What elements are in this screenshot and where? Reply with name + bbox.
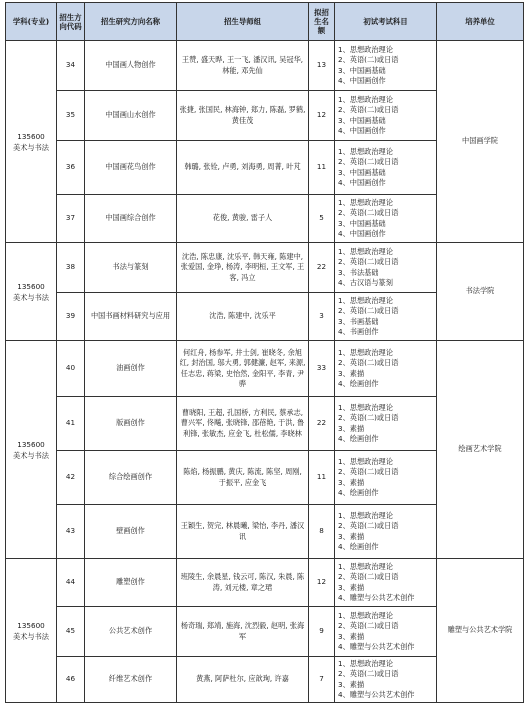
advisors-cell: 王赞, 盛天晔, 王一飞, 潘汉讯, 吴冠华, 林能, 邓先仙 (177, 41, 309, 91)
exam-cell (335, 505, 437, 559)
exam-item: 3、素描 (338, 631, 365, 641)
unit-cell: 雕塑与公共艺术学院 (437, 559, 524, 703)
exam-item: 1、思想政治理论 (338, 511, 393, 521)
direction-cell: 壁画创作 (85, 505, 177, 559)
exam-item: 3、中国画基础 (338, 167, 386, 177)
exam-item: 2、英语(二)或日语 (338, 572, 399, 582)
exam-cell (335, 41, 437, 91)
quota-cell: 22 (309, 243, 335, 293)
exam-item: 3、素描 (338, 531, 365, 541)
exam-item: 2、英语(二)或日语 (338, 621, 399, 631)
exam-item: 3、素描 (338, 423, 365, 433)
header-code: 招生方向代码 (57, 3, 85, 41)
exam-cell (335, 293, 437, 341)
advisors-cell: 何红舟, 杨参军, 井士剑, 崔晓冬, 余旭红, 封治国, 邬大勇, 郭健濂, 赵军, 来源, 任志忠, 蒋梁, 史怡然, 金阳平, 李青, 尹骅 (177, 341, 309, 397)
quota-cell: 13 (309, 41, 335, 91)
direction-cell: 纤维艺术创作 (85, 657, 177, 703)
exam-cell (335, 341, 437, 397)
direction-cell: 中国书画材料研究与应用 (85, 293, 177, 341)
exam-cell (335, 141, 437, 195)
advisors-cell: 沈浩, 陈建中, 沈乐平 (177, 293, 309, 341)
exam-item: 1、思想政治理论 (338, 198, 393, 208)
exam-item: 1、思想政治理论 (338, 348, 393, 358)
exam-item: 4、中国画创作 (338, 177, 386, 187)
exam-item: 1、思想政治理论 (338, 95, 393, 105)
advisors-cell: 韩璐, 张铨, 卢勇, 刘海勇, 周菁, 叶芃 (177, 141, 309, 195)
exam-cell (335, 243, 437, 293)
exam-item: 1、思想政治理论 (338, 457, 393, 467)
exam-item: 4、中国画创作 (338, 228, 386, 238)
subject-name: 美术与书法 (13, 292, 49, 302)
exam-item: 2、英语(二)或日语 (338, 257, 399, 267)
direction-cell: 书法与篆刻 (85, 243, 177, 293)
direction-cell: 油画创作 (85, 341, 177, 397)
direction-cell: 中国画人物创作 (85, 41, 177, 91)
exam-item: 4、雕塑与公共艺术创作 (338, 592, 415, 602)
exam-item: 1、思想政治理论 (338, 659, 393, 669)
quota-cell: 9 (309, 607, 335, 657)
exam-item: 4、绘画创作 (338, 433, 379, 443)
advisors-cell: 陈焰, 杨振鹏, 黄庆, 陈流, 陈坚, 周刚, 于振平, 应金飞 (177, 451, 309, 505)
subject-code: 135600 (17, 131, 45, 141)
code-cell: 42 (57, 451, 85, 505)
exam-cell (335, 451, 437, 505)
exam-item: 2、英语(二)或日语 (338, 157, 399, 167)
code-cell: 44 (57, 559, 85, 607)
exam-cell (335, 397, 437, 451)
exam-item: 1、思想政治理论 (338, 403, 393, 413)
code-cell: 39 (57, 293, 85, 341)
subject-cell (6, 559, 57, 703)
table-row (6, 341, 524, 397)
exam-item: 4、书画创作 (338, 326, 379, 336)
exam-item: 1、思想政治理论 (338, 147, 393, 157)
table-row (6, 243, 524, 293)
direction-cell: 中国画综合创作 (85, 195, 177, 243)
code-cell: 40 (57, 341, 85, 397)
direction-cell: 版画创作 (85, 397, 177, 451)
advisors-cell: 沈浩, 陈忠康, 沈乐平, 韩天雍, 陈建中, 张爱国, 金琤, 杨涛, 李明桓, 王文军, 王客, 冯立 (177, 243, 309, 293)
exam-cell (335, 607, 437, 657)
direction-cell: 中国画山水创作 (85, 91, 177, 141)
unit-cell: 中国画学院 (437, 41, 524, 243)
advisors-cell: 杨奇瑞, 郑靖, 施海, 沈烈毅, 赵明, 张海军 (177, 607, 309, 657)
unit-cell: 书法学院 (437, 243, 524, 341)
exam-item: 2、英语(二)或日语 (338, 105, 399, 115)
direction-cell: 中国画花鸟创作 (85, 141, 177, 195)
subject-code: 135600 (17, 281, 45, 291)
exam-item: 4、绘画创作 (338, 541, 379, 551)
advisors-cell: 张捷, 张国民, 林海钟, 郑力, 陈磊, 罗鹤, 黄佳茂 (177, 91, 309, 141)
code-cell: 34 (57, 41, 85, 91)
exam-item: 1、思想政治理论 (338, 296, 393, 306)
exam-item: 4、雕塑与公共艺术创作 (338, 689, 415, 699)
exam-item: 1、思想政治理论 (338, 562, 393, 572)
exam-item: 2、英语(二)或日语 (338, 669, 399, 679)
subject-name: 美术与书法 (13, 631, 49, 641)
table-row (6, 41, 524, 91)
exam-item: 3、中国画基础 (338, 65, 386, 75)
exam-item: 2、英语(二)或日语 (338, 306, 399, 316)
exam-item: 2、英语(二)或日语 (338, 467, 399, 477)
direction-cell: 雕塑创作 (85, 559, 177, 607)
code-cell: 36 (57, 141, 85, 195)
header-exam: 初试考试科目 (335, 3, 437, 41)
exam-cell (335, 195, 437, 243)
quota-cell: 11 (309, 451, 335, 505)
exam-item: 3、素描 (338, 679, 365, 689)
table-row (6, 559, 524, 607)
exam-item: 4、绘画创作 (338, 487, 379, 497)
exam-item: 2、英语(二)或日语 (338, 358, 399, 368)
subject-cell (6, 41, 57, 243)
code-cell: 35 (57, 91, 85, 141)
exam-item: 1、思想政治理论 (338, 45, 393, 55)
admissions-table (5, 2, 524, 703)
quota-cell: 22 (309, 397, 335, 451)
exam-item: 2、英语(二)或日语 (338, 413, 399, 423)
direction-cell: 综合绘画创作 (85, 451, 177, 505)
subject-name: 美术与书法 (13, 142, 49, 152)
exam-item: 3、素描 (338, 368, 365, 378)
unit-cell: 绘画艺术学院 (437, 341, 524, 559)
exam-cell (335, 91, 437, 141)
advisors-cell: 王颖生, 贺完, 林晨曦, 梁怡, 李丹, 潘汉讯 (177, 505, 309, 559)
exam-item: 3、书法基础 (338, 267, 379, 277)
subject-code: 135600 (17, 439, 45, 449)
exam-cell (335, 559, 437, 607)
code-cell: 45 (57, 607, 85, 657)
code-cell: 37 (57, 195, 85, 243)
exam-item: 4、绘画创作 (338, 378, 379, 388)
header-quota: 拟招生名额 (309, 3, 335, 41)
exam-item: 4、雕塑与公共艺术创作 (338, 641, 415, 651)
exam-item: 3、中国画基础 (338, 115, 386, 125)
code-cell: 46 (57, 657, 85, 703)
code-cell: 43 (57, 505, 85, 559)
direction-cell: 公共艺术创作 (85, 607, 177, 657)
code-cell: 38 (57, 243, 85, 293)
subject-name: 美术与书法 (13, 450, 49, 460)
exam-item: 3、素描 (338, 582, 365, 592)
advisors-cell: 班陵生, 余晨星, 钱云可, 陈汉, 朱晨, 陈涛, 刘元楼, 章之珺 (177, 559, 309, 607)
quota-cell: 33 (309, 341, 335, 397)
header-row (6, 3, 524, 41)
exam-item: 2、英语(二)或日语 (338, 55, 399, 65)
advisors-cell: 花俊, 黄骏, 雷子人 (177, 195, 309, 243)
subject-cell (6, 243, 57, 341)
header-advisors: 招生导师组 (177, 3, 309, 41)
exam-item: 3、书画基础 (338, 316, 379, 326)
exam-item: 1、思想政治理论 (338, 611, 393, 621)
advisors-cell: 黄燕, 阿萨杜尔, 应歆珣, 许嘉 (177, 657, 309, 703)
exam-item: 1、思想政治理论 (338, 247, 393, 257)
quota-cell: 7 (309, 657, 335, 703)
header-direction: 招生研究方向名称 (85, 3, 177, 41)
exam-item: 3、素描 (338, 477, 365, 487)
subject-cell (6, 341, 57, 559)
header-subject: 学科(专业) (6, 3, 57, 41)
exam-cell (335, 657, 437, 703)
quota-cell: 3 (309, 293, 335, 341)
subject-code: 135600 (17, 620, 45, 630)
quota-cell: 8 (309, 505, 335, 559)
exam-item: 4、中国画创作 (338, 125, 386, 135)
header-unit: 培养单位 (437, 3, 524, 41)
exam-item: 2、英语(二)或日语 (338, 208, 399, 218)
exam-item: 2、英语(二)或日语 (338, 521, 399, 531)
code-cell: 41 (57, 397, 85, 451)
quota-cell: 12 (309, 559, 335, 607)
exam-item: 3、中国画基础 (338, 218, 386, 228)
advisors-cell: 曹晓阳, 王超, 孔国桥, 方利民, 蔡承志, 曹兴军, 佟飚, 张晓锋, 邵蓓艳, 于洪, 鲁利锋, 张敏杰, 应金飞, 杜松儒, 李晓林 (177, 397, 309, 451)
exam-item: 4、中国画创作 (338, 75, 386, 85)
quota-cell: 5 (309, 195, 335, 243)
quota-cell: 11 (309, 141, 335, 195)
exam-item: 4、古汉语与篆刻 (338, 277, 393, 287)
quota-cell: 12 (309, 91, 335, 141)
